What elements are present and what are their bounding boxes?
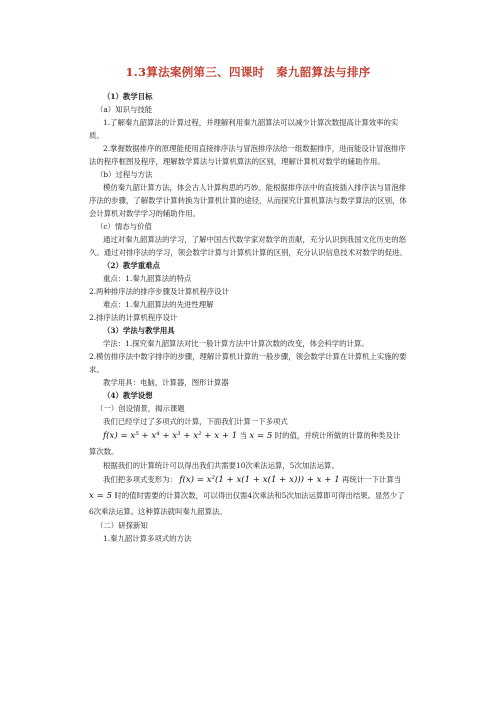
formula-line <box>89 472 407 519</box>
formula-line <box>89 428 407 459</box>
paragraph: 我们把多项式变形为： <box>103 475 177 484</box>
section-heading: （2）教学重难点 <box>103 261 160 270</box>
paragraph: 教学用具：电脑，计算器，图形计算器 <box>103 378 229 387</box>
section-heading: （4）教学设想 <box>103 391 153 400</box>
subsection-heading: （a）知识与技能 <box>96 105 153 114</box>
paragraph: 模仿秦九韶计算方法，体会古人计算构思的巧妙。能根据排序法中的直接插入排序法与冒泡排序法的步骤，了解数学计算转换为计算机计算的途径，从而探究计算机算法与数学算法的区别，体会计算机对数学学习的辅助作用。 <box>89 183 407 218</box>
paragraph: 根据我们的计算统计可以得出我们共需要10次乘法运算，5次加法运算。 <box>103 461 339 470</box>
paragraph: 通过对秦九韶算法的学习，了解中国古代数学家对数学的贡献，充分认识到我国文化历史的悠久。通过对排序法的学习，领会数学计算与计算机计算的区别，充分认识信息技术对数学的促进。 <box>89 235 407 257</box>
polynomial-formula: f(x) = x⁵ + x⁴ + x³ + x² + x + 1 <box>103 431 238 441</box>
paragraph: 2.模仿排序法中数字排序的步骤，理解计算机计算的一般步骤，领会数学计算在计算机上实施的要求。 <box>89 352 407 374</box>
paragraph: 2.排序法的计算机程序设计 <box>89 313 178 322</box>
paragraph: 1.了解秦九韶算法的计算过程，并理解利用秦九韶算法可以减少计算次数提高计算效率的实质。 <box>89 118 399 140</box>
paragraph: 学法：1.探究秦九韶算法对比一般计算方法中计算次数的改变，体会科学的计算。 <box>103 339 369 348</box>
paragraph: 再统计一下计算当 <box>342 475 402 484</box>
subsection-heading: （一）创设情景，揭示课题 <box>96 404 185 413</box>
paragraph: 重点：1.秦九韶算法的特点 <box>103 274 192 283</box>
section-heading: （1）教学目标 <box>103 92 153 101</box>
paragraph: 2.两种排序法的排序步骤及计算机程序设计 <box>89 287 230 296</box>
paragraph: 时的值，并统计所做的计算的种类及计算次数。 <box>89 431 401 456</box>
section-heading: （3）学法与教学用具 <box>103 326 175 335</box>
x-value: x = 5 <box>89 491 112 501</box>
paragraph: 2.掌握数据排序的原理能使用直接排序法与冒泡排序法给一组数据排序，进而能设计冒泡排序法的程序框图及程序，理解数学算法与计算机算法的区别，理解计算机对数学的辅助作用。 <box>89 144 406 166</box>
subsection-heading: （b）过程与方法 <box>96 170 153 179</box>
text-when: 当 <box>239 431 247 440</box>
document-body <box>89 90 407 545</box>
paragraph: 时的值时需要的计算次数，可以得出仅需4次乘法和5次加法运算即可得出结果。显然少了6次乘法运算。这种算法就叫秦九韶算法。 <box>89 491 405 516</box>
paragraph: 我们已经学过了多项式的计算，下面我们计算一下多项式 <box>103 417 288 426</box>
x-value: x = 5 <box>249 431 273 441</box>
horner-formula: f(x) = x²(1 + x(1 + x(1 + x))) + x + 1 <box>179 475 340 485</box>
paragraph: 难点：1.秦九韶算法的先进性理解 <box>103 300 214 309</box>
page-title: 1.3算法案例第三、四课时 秦九韶算法与排序 <box>125 65 371 79</box>
paragraph: 1.秦九韶计算多项式的方法 <box>103 534 192 543</box>
subsection-heading: （二）研探新知 <box>96 521 148 530</box>
subsection-heading: （c）情态与价值 <box>96 222 152 231</box>
